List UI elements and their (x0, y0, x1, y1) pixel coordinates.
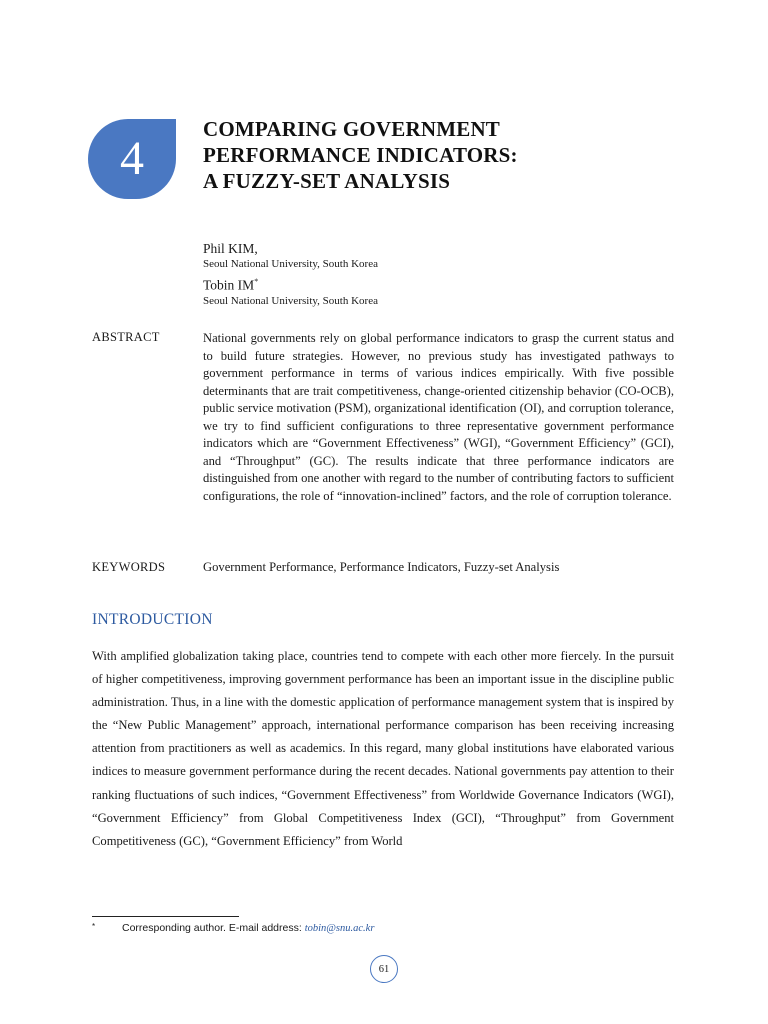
author-name-text: Phil KIM, (203, 241, 258, 256)
footnote (92, 922, 374, 934)
footnote-divider (92, 916, 239, 917)
abstract-text: National governments rely on global performance indicators to grasp the current status and to build future strategies. However, no previous study has investigated pathways to government performance in terms of various indices empirically. With five possible determinants that are trait competitiveness, change-oriented citizenship behavior (CO-OCB), public service motivation (PSM), organizational identification (OI), and corruption tolerance, we try to find sufficient configurations to three representative government performance indicators which are “Government Effectiveness” (WGI), “Government Efficiency” (GCI), and “Throughput” (GC). The results indicate that three performance indicators are distinguished from one another with regard to the number of contributing factors to sufficient configurations, the role of “innovation-inclined” factors, and the role of corruption tolerance. (203, 331, 674, 503)
keywords-text: Government Performance, Performance Indicators, Fuzzy-set Analysis (203, 560, 560, 574)
chapter-title-line: COMPARING GOVERNMENT (203, 117, 501, 141)
chapter-number: 4 (120, 132, 144, 185)
author-list (203, 240, 378, 310)
footnote-mark: * (92, 922, 96, 931)
chapter-number-badge (88, 119, 176, 199)
author-name (203, 240, 378, 257)
chapter-title (203, 116, 518, 194)
author-name (203, 273, 378, 294)
abstract-label: ABSTRACT (92, 330, 160, 344)
chapter-title-line: A FUZZY-SET ANALYSIS (203, 169, 451, 193)
author-affiliation: Seoul National University, South Korea (203, 258, 378, 270)
introduction-paragraph: With amplified globalization taking place, countries tend to compete with each other more fiercely. In the pursuit of higher competitiveness, improving government performance has been an important issue in the discipline public administration. Thus, in a line with the domestic application of performance management system that is inspired by the “New Public Management” approach, international performance comparison has been receiving increasing attention from practitioners as well as academics. In this regard, many global institutions have elaborated various indices to measure government performance during the recent decades. National governments pay attention to their ranking fluctuations of such indices, “Government Effectiveness” from Worldwide Governance Indicators (WGI), “Government Efficiency” from Global Competitiveness Index (GCI), “Throughput” from Government Competitiveness (GC), “Government Efficiency” from World (92, 649, 674, 848)
corresponding-author-mark: * (254, 277, 259, 286)
keywords-label: KEYWORDS (92, 560, 166, 574)
chapter-title-line: PERFORMANCE INDICATORS: (203, 143, 518, 167)
page-number-text: 61 (378, 963, 390, 975)
author-name-text: Tobin IM (203, 277, 255, 293)
footnote-text: Corresponding author. E-mail address: (122, 922, 305, 934)
footnote-email-link[interactable]: tobin@snu.ac.kr (304, 923, 375, 934)
author-affiliation: Seoul National University, South Korea (203, 294, 378, 307)
page-number (370, 955, 398, 983)
section-heading-introduction: INTRODUCTION (92, 611, 213, 628)
